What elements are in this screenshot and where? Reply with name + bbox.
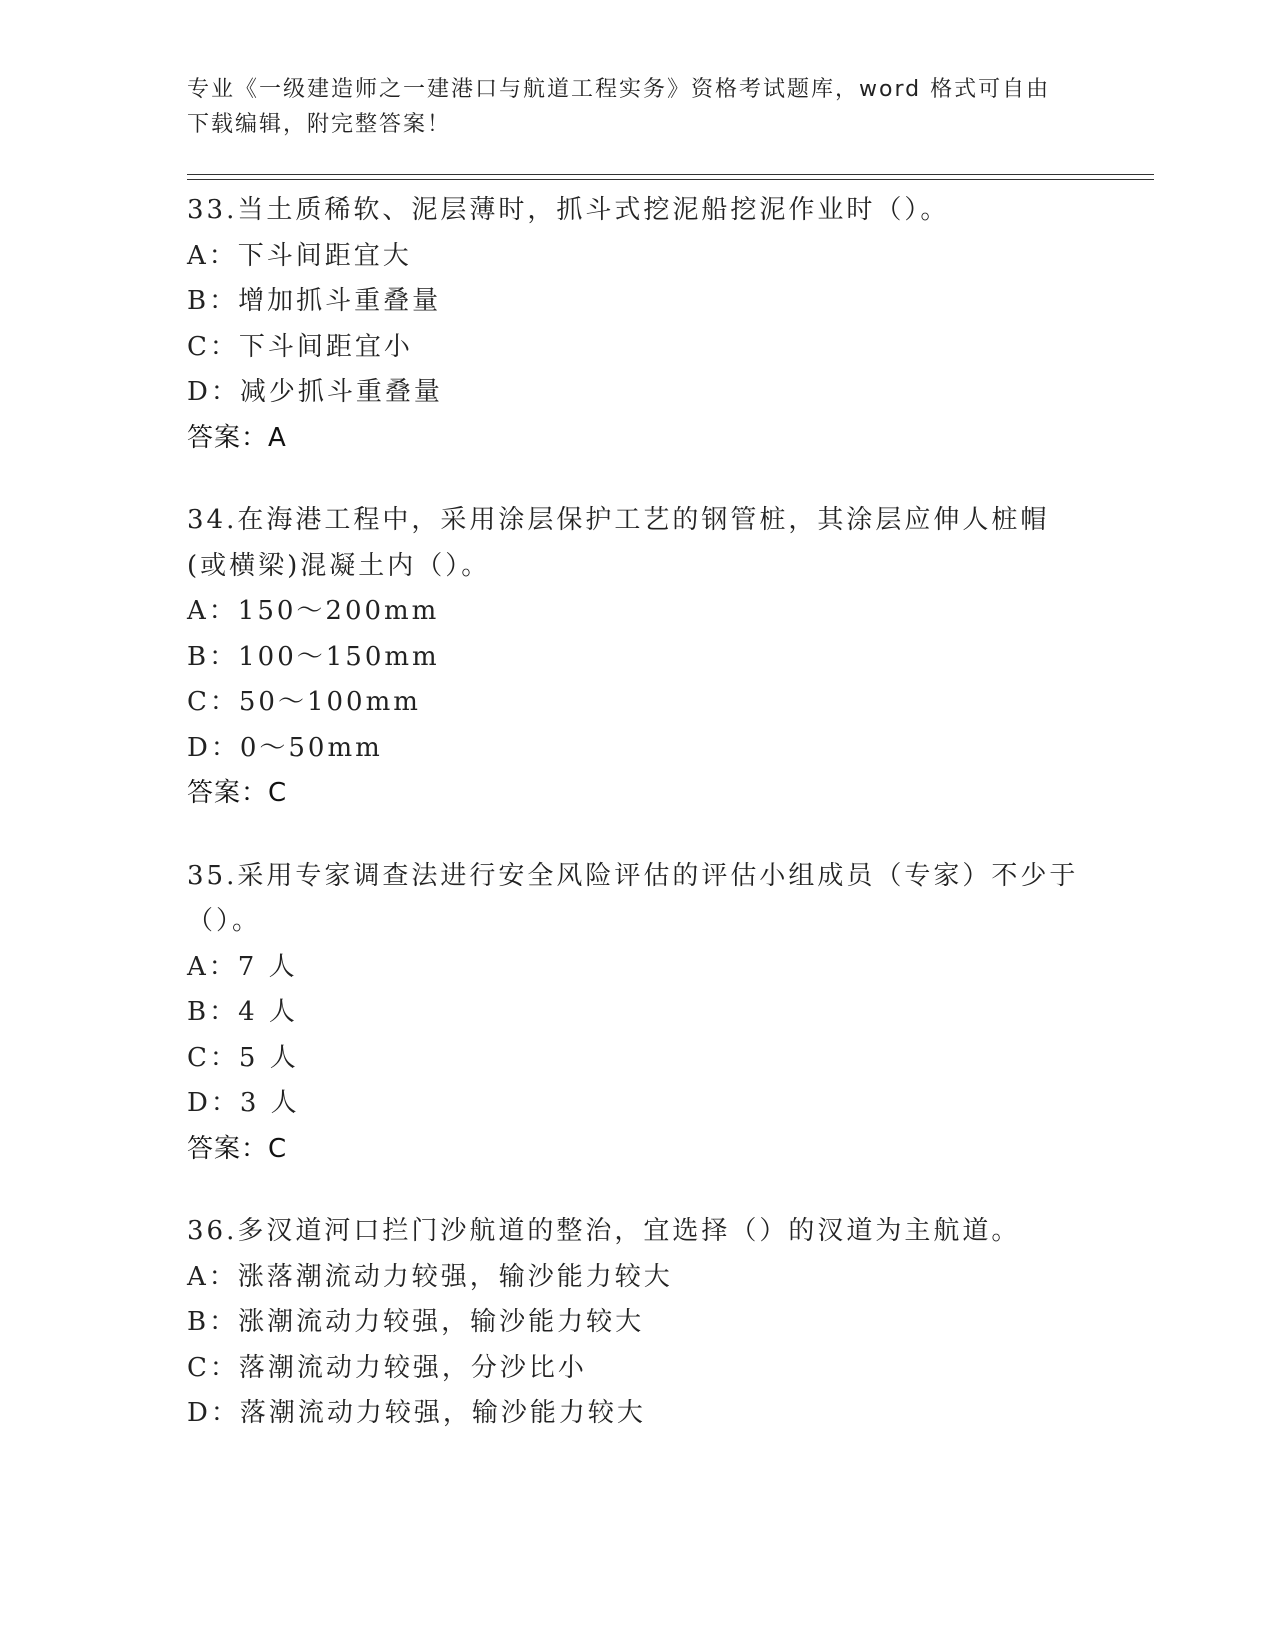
question-stem: 34.在海港工程中，采用涂层保护工艺的钢管桩，其涂层应伸人桩帽(或横梁)混凝土内（）。 <box>187 505 1050 581</box>
answer-label: 答案：C <box>187 1133 288 1164</box>
option-d: D：3 人 <box>187 1088 300 1118</box>
header-line-2: 下载编辑，附完整答案！ <box>187 112 452 137</box>
option-a: A：下斗间距宜大 <box>187 240 412 271</box>
question-list <box>187 188 1087 1474</box>
answer-label: 答案：A <box>187 422 287 453</box>
option-c: C：5 人 <box>187 1042 299 1073</box>
question-34 <box>187 498 1087 817</box>
question-stem: 35.采用专家调查法进行安全风险评估的评估小组成员（专家）不少于（）。 <box>187 860 1079 936</box>
option-b: B：100～150mm <box>187 641 440 672</box>
option-d: D：落潮流动力较强，输沙能力较大 <box>187 1398 646 1428</box>
option-b: B：4 人 <box>187 997 298 1027</box>
question-33 <box>187 188 1087 461</box>
option-b: B：增加抓斗重叠量 <box>187 286 442 316</box>
option-c: C：50～100mm <box>187 687 421 717</box>
header-rule-top <box>187 174 1154 175</box>
option-c: C：落潮流动力较强，分沙比小 <box>187 1352 587 1383</box>
option-a: A：150～200mm <box>187 596 440 626</box>
document-header <box>187 72 1087 142</box>
question-35 <box>187 854 1087 1173</box>
question-36 <box>187 1209 1087 1437</box>
option-d: D：减少抓斗重叠量 <box>187 377 443 407</box>
option-a: A：7 人 <box>187 951 298 982</box>
header-line-1: 专业《一级建造师之一建港口与航道工程实务》资格考试题库，word 格式可自由 <box>187 77 1051 102</box>
option-d: D：0～50mm <box>187 732 383 763</box>
question-stem: 33.当土质稀软、泥层薄时，抓斗式挖泥船挖泥作业时（）。 <box>187 195 950 225</box>
option-b: B：涨潮流动力较强，输沙能力较大 <box>187 1307 645 1337</box>
header-rule-bottom <box>187 179 1154 180</box>
option-c: C：下斗间距宜小 <box>187 331 413 362</box>
question-stem: 36.多汊道河口拦门沙航道的整治，宜选择（）的汊道为主航道。 <box>187 1216 1021 1246</box>
option-a: A：涨落潮流动力较强，输沙能力较大 <box>187 1261 673 1292</box>
answer-label: 答案：C <box>187 778 288 808</box>
